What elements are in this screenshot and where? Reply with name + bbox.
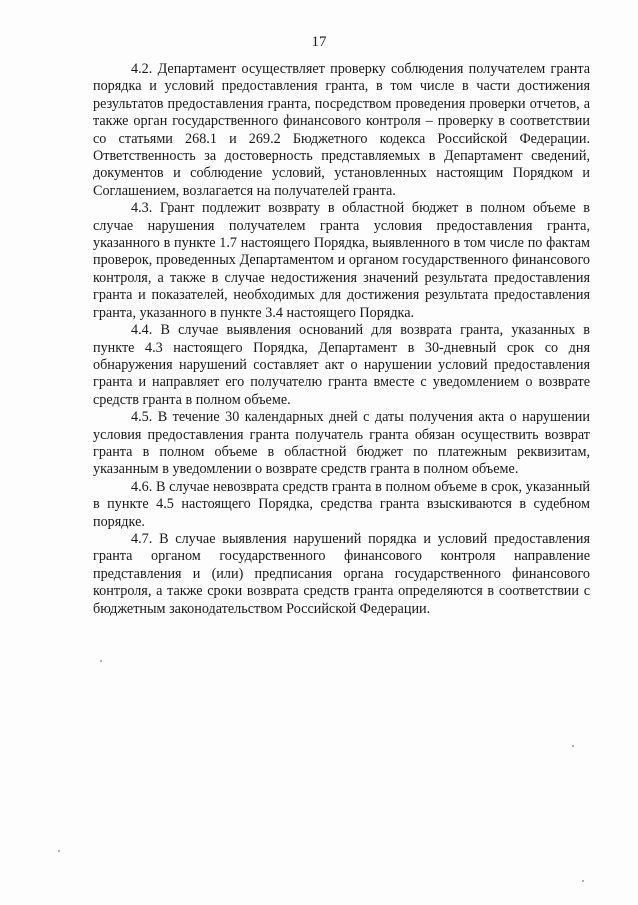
paragraph-4-3 [93, 200, 590, 322]
paragraph-number: 4.4. [131, 322, 153, 339]
paragraph-4-6 [93, 479, 590, 531]
paragraph-number: 4.7. [131, 530, 153, 547]
scan-speck [100, 660, 102, 662]
paragraph-text: Грант подлежит возврату в областной бюджет в полном объеме в случае нарушения получателем гранта условия предоставления гранта, указанного в пункте 1.7 настоящего Порядка, выявленного в том числе по фактам проверок, проведенных Департаментом и органом государственного финансового контроля, а также в случае недостижения значений результата предоставления гранта и показателей, необходимых для достижения результата предоставления гранта, указанного в пункте 3.4 настоящего Порядка. [93, 200, 590, 321]
paragraph-number: 4.2. [131, 61, 153, 77]
paragraph-4-2 [93, 61, 590, 200]
scan-speck [58, 850, 60, 852]
paragraph-number: 4.3. [131, 200, 153, 217]
scan-speck [582, 880, 584, 882]
paragraph-4-7 [93, 531, 590, 618]
paragraph-number: 4.6. [131, 478, 153, 495]
paragraph-text: В течение 30 календарных дней с даты получения акта о нарушении условия предоставления гранта получатель гранта обязан осуществить возврат гранта в полном объеме в областной бюджет по платежным реквизитам, указанным в уведомлении о возврате средств гранта в полном объеме. [93, 409, 590, 478]
paragraph-text: В случае невозврата средств гранта в полном объеме в срок, указанный в пункте 4.5 настоящего Порядка, средства гранта взыскиваются в судебном порядке. [93, 478, 591, 530]
paragraph-4-4 [93, 322, 590, 409]
page-number: 17 [311, 34, 327, 50]
paragraph-text: В случае выявления нарушений порядка и условий предоставления гранта органом государственного финансового контроля направление представления и (или) предписания органа государственного финансового контроля, а также сроки возврата средств гранта определяются в соответствии с бюджетным законодательством Российской Федерации. [93, 530, 590, 617]
paragraph-4-5 [93, 409, 590, 479]
scan-speck [572, 745, 574, 747]
document-body [93, 61, 590, 618]
paragraph-text: Департамент осуществляет проверку соблюдения получателем гранта порядка и условий предоставления гранта, в том числе в части достижения результатов предоставления гранта, посредством проведения проверки отчетов, а также орган государственного финансового контроля – проверку в соответствии со статьями 268.1 и 269.2 Бюджетного кодекса Российской Федерации. Ответственность за достоверность представляемых в Департамент сведений, документов и соблюдение условий, установленных настоящим Порядком и Соглашением, возлагается на получателей гранта. [93, 61, 590, 199]
paragraph-number: 4.5. [131, 409, 153, 426]
paragraph-text: В случае выявления оснований для возврата гранта, указанных в пункте 4.3 настоящего Порядка, Департамент в 30-дневный срок со дня обнаружения нарушений составляет акт о нарушении условий предоставления гранта и направляет его получателю гранта вместе с уведомлением о возврате средств гранта в полном объеме. [93, 322, 590, 408]
